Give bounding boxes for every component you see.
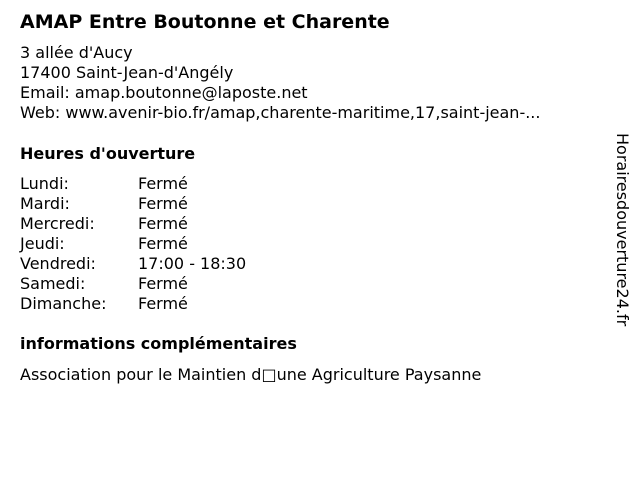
day-label: Vendredi: bbox=[20, 254, 96, 273]
hours-row-monday bbox=[20, 174, 246, 194]
site-watermark-label: Horairesdouverture24.fr bbox=[613, 133, 632, 327]
day-hours: Fermé bbox=[138, 194, 188, 213]
business-contact bbox=[20, 43, 540, 123]
hours-row-wednesday bbox=[20, 214, 246, 234]
hours-row-saturday bbox=[20, 274, 246, 294]
day-hours: 17:00 - 18:30 bbox=[138, 254, 247, 273]
hours-row-tuesday bbox=[20, 194, 246, 214]
day-label: Dimanche: bbox=[20, 294, 107, 313]
street-address: 3 allée d'Aucy bbox=[20, 43, 133, 62]
day-label: Mardi: bbox=[20, 194, 70, 213]
hours-row-friday bbox=[20, 254, 246, 274]
city-address: 17400 Saint-Jean-d'Angély bbox=[20, 63, 234, 82]
info-heading: informations complémentaires bbox=[20, 334, 297, 353]
day-hours: Fermé bbox=[138, 234, 188, 253]
day-hours: Fermé bbox=[138, 294, 188, 313]
day-hours: Fermé bbox=[138, 274, 188, 293]
day-label: Mercredi: bbox=[20, 214, 95, 233]
hours-heading: Heures d'ouverture bbox=[20, 144, 196, 163]
day-hours: Fermé bbox=[138, 214, 188, 233]
day-label: Jeudi: bbox=[20, 234, 65, 253]
day-label: Lundi: bbox=[20, 174, 69, 193]
hours-row-sunday bbox=[20, 294, 246, 314]
day-label: Samedi: bbox=[20, 274, 86, 293]
hours-table bbox=[20, 174, 246, 314]
web-line[interactable]: Web: www.avenir-bio.fr/amap,charente-maritime,17,saint-jean-... bbox=[20, 103, 541, 122]
hours-row-thursday bbox=[20, 234, 246, 254]
day-hours: Fermé bbox=[138, 174, 188, 193]
info-description: Association pour le Maintien d□une Agriculture Paysanne bbox=[20, 365, 482, 384]
business-name: AMAP Entre Boutonne et Charente bbox=[20, 11, 390, 33]
email-line[interactable]: Email: amap.boutonne@laposte.net bbox=[20, 83, 308, 102]
